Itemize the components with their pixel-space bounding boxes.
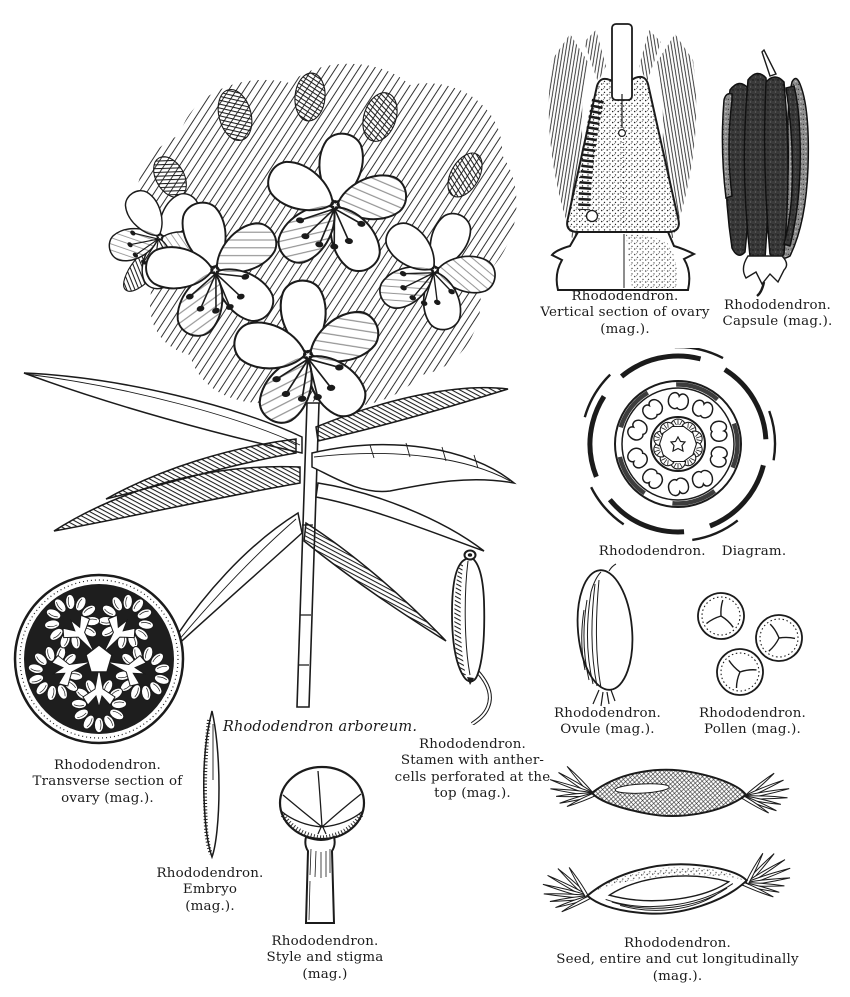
caption-line: (mag.).	[600, 321, 650, 337]
style-column	[612, 24, 632, 100]
caption-line: (mag.).	[185, 898, 235, 914]
caption-line: Style and stigma	[266, 950, 384, 966]
caption-line: Pollen (mag.).	[704, 722, 801, 738]
caption-stamen	[385, 737, 560, 802]
pollen-illustration	[683, 583, 813, 701]
figure-pollen	[683, 583, 813, 701]
figure-transverse-section	[10, 570, 188, 748]
floral-diagram-illustration	[578, 348, 778, 543]
seed-fringe-right	[739, 772, 790, 822]
caption-line: Rhododendron.	[598, 544, 706, 559]
vertical-section-illustration	[540, 22, 705, 294]
seed-entire-illustration	[538, 746, 803, 841]
figure-vertical-section	[540, 22, 705, 294]
seed-fringe-right	[739, 851, 794, 907]
embryo-illustration	[192, 708, 232, 860]
caption-line: Diagram.	[721, 544, 787, 559]
capsule-valves	[722, 73, 808, 262]
caption-line: (mag.)	[302, 966, 348, 982]
caption-seed	[525, 936, 830, 985]
stamen-illustration	[430, 543, 525, 725]
caption-ovule	[540, 706, 675, 739]
caption-line: Rhododendron.	[53, 758, 162, 773]
figure-ovule	[563, 562, 645, 707]
caption-style-stigma	[240, 934, 410, 983]
caption-pollen	[680, 706, 825, 739]
seed-cut-illustration	[532, 836, 807, 940]
caption-capsule	[700, 298, 850, 331]
capsule-illustration	[712, 48, 827, 298]
caption-line: cells perforated at the	[394, 769, 551, 785]
ovary-base	[552, 232, 694, 290]
ovule-illustration	[563, 562, 645, 707]
figure-floral-diagram	[578, 348, 778, 543]
caption-transverse-section	[15, 758, 200, 807]
caption-line: Transverse section of	[32, 774, 183, 790]
figure-seed-cut	[532, 836, 807, 940]
caption-line: top (mag.).	[434, 786, 511, 802]
caption-line: (mag.).	[652, 968, 703, 984]
caption-line: ovary (mag.).	[61, 790, 154, 806]
flower-cluster	[86, 64, 518, 437]
capsule-base	[743, 256, 786, 296]
caption-line: Rhododendron.	[418, 737, 527, 752]
caption-vertical-section	[535, 289, 715, 338]
caption-line: Rhododendron.	[271, 934, 379, 949]
caption-line: Rhododendron.	[571, 289, 679, 304]
seed-fringe-left	[548, 765, 599, 816]
caption-line: Rhododendron.	[553, 706, 662, 721]
transverse-section-illustration	[10, 570, 188, 748]
caption-line: Vertical section of ovary	[540, 305, 710, 321]
seed-fringe-left	[540, 866, 595, 922]
caption-line: Seed, entire and cut longitudinally	[556, 952, 799, 968]
figure-stamen	[430, 543, 525, 725]
caption-line: Embryo	[182, 882, 238, 898]
pollen-grain	[754, 613, 804, 663]
caption-line: Ovule (mag.).	[560, 722, 655, 738]
caption-line: Rhododendron.	[723, 298, 832, 313]
pollen-grain	[694, 589, 747, 642]
figure-capsule	[712, 48, 827, 298]
caption-line: Rhododendron.	[623, 936, 732, 951]
style-stigma-illustration	[268, 763, 378, 931]
figure-seed-entire	[538, 746, 803, 841]
caption-floral-diagram	[585, 544, 800, 560]
figure-style-stigma	[268, 763, 378, 931]
figure-embryo	[192, 708, 232, 860]
style-stub	[762, 50, 776, 76]
caption-line: Rhododendron.	[698, 706, 807, 721]
caption-line: Capsule (mag.).	[722, 314, 833, 330]
caption-embryo	[130, 866, 290, 915]
caption-line: Stamen with anther-	[400, 753, 545, 769]
caption-line: Rhododendron.	[156, 866, 264, 881]
caption-line: Rhododendron arboreum.	[222, 719, 418, 735]
